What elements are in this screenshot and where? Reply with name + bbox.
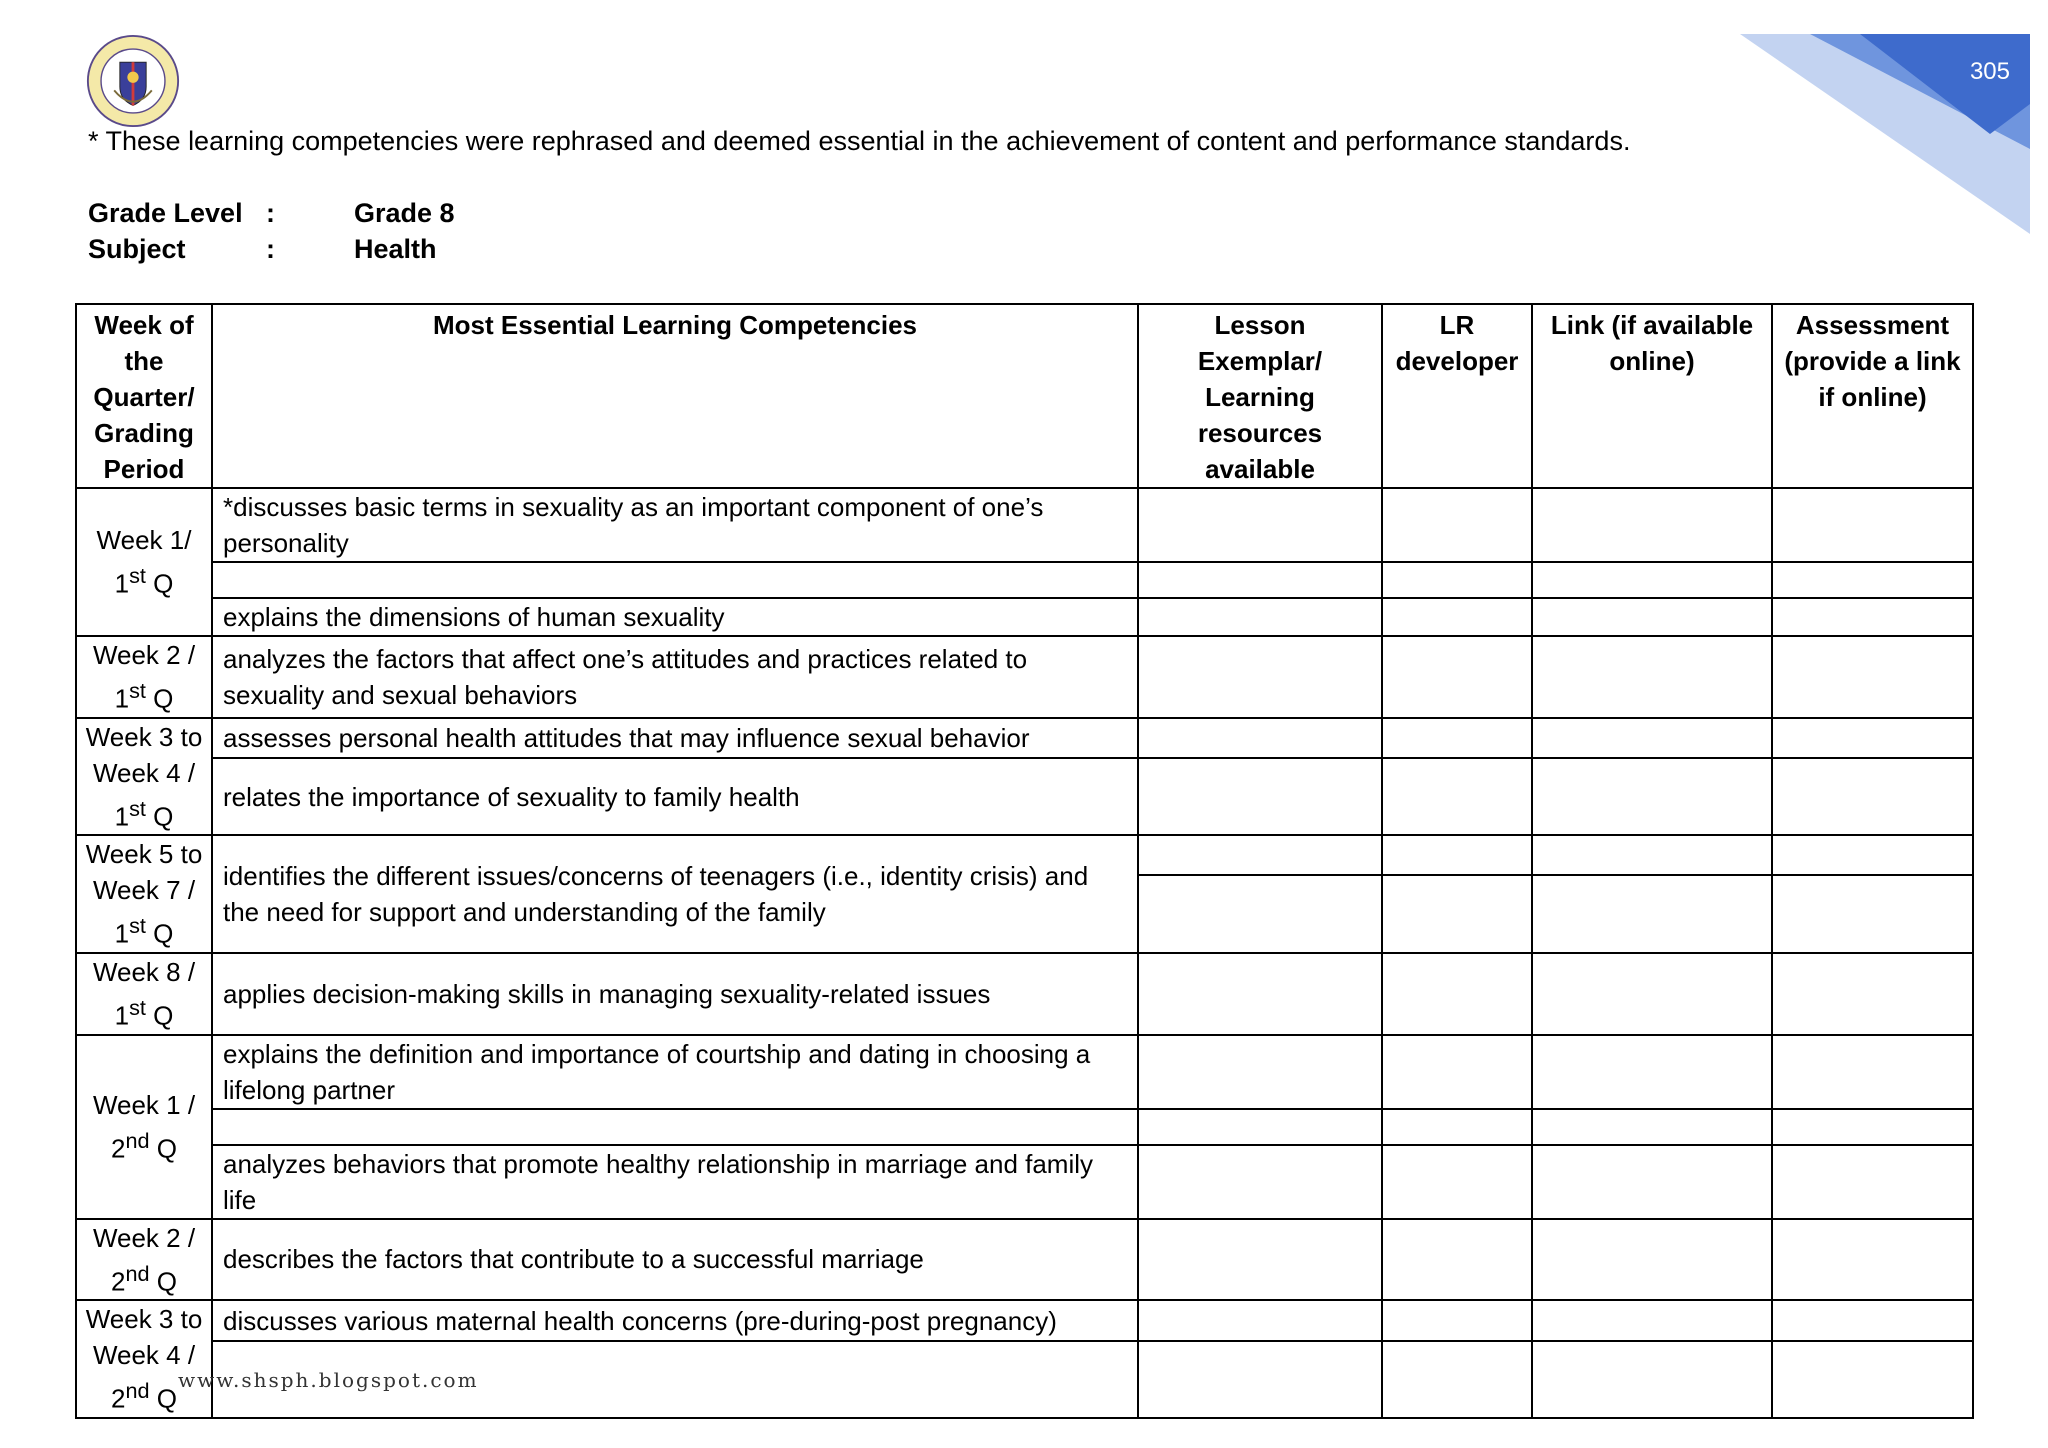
link-cell bbox=[1532, 562, 1772, 598]
table-row bbox=[76, 1300, 1973, 1341]
header-competencies: Most Essential Learning Competencies bbox=[212, 304, 1138, 488]
lr-developer-cell bbox=[1382, 1035, 1532, 1109]
lesson-exemplar-cell bbox=[1138, 1300, 1382, 1341]
lr-developer-cell bbox=[1382, 562, 1532, 598]
assessment-cell bbox=[1772, 1035, 1973, 1109]
week-cell: Week 1/ 1st Q bbox=[76, 488, 212, 636]
lr-developer-cell bbox=[1382, 1109, 1532, 1145]
link-cell bbox=[1532, 598, 1772, 636]
assessment-cell bbox=[1772, 835, 1973, 874]
lr-developer-cell bbox=[1382, 1145, 1532, 1219]
lesson-exemplar-cell bbox=[1138, 953, 1382, 1035]
competency-cell: assesses personal health attitudes that may influence sexual behavior bbox=[212, 718, 1138, 759]
link-cell bbox=[1532, 1035, 1772, 1109]
competency-cell bbox=[212, 1109, 1138, 1145]
lr-developer-cell bbox=[1382, 1341, 1532, 1418]
assessment-cell bbox=[1772, 1145, 1973, 1219]
competencies-table bbox=[75, 303, 1974, 1419]
table-row bbox=[76, 488, 1973, 562]
assessment-cell bbox=[1772, 1300, 1973, 1341]
rephrased-note: * These learning competencies were rephrased and deemed essential in the achievement of content and performance standards. bbox=[88, 126, 1631, 156]
week-cell: Week 8 / 1st Q bbox=[76, 953, 212, 1035]
lesson-exemplar-cell bbox=[1138, 1109, 1382, 1145]
table-row bbox=[76, 758, 1973, 835]
link-cell bbox=[1532, 1341, 1772, 1418]
lesson-exemplar-cell bbox=[1138, 488, 1382, 562]
competency-cell: explains the definition and importance of courtship and dating in choosing a lifelong partner bbox=[212, 1035, 1138, 1109]
lesson-exemplar-cell bbox=[1138, 758, 1382, 835]
link-cell bbox=[1532, 953, 1772, 1035]
assessment-cell bbox=[1772, 1219, 1973, 1301]
week-cell: Week 3 to Week 4 / 2nd Q bbox=[76, 1300, 212, 1418]
table-row bbox=[76, 835, 1973, 874]
table-row bbox=[76, 1035, 1973, 1109]
lesson-exemplar-cell bbox=[1138, 562, 1382, 598]
week-cell: Week 2 / 1st Q bbox=[76, 636, 212, 718]
competency-cell: identifies the different issues/concerns of teenagers (i.e., identity crisis) and the need for support and understanding of the family bbox=[212, 835, 1138, 953]
week-cell: Week 5 to Week 7 / 1st Q bbox=[76, 835, 212, 953]
table-row bbox=[76, 953, 1973, 1035]
grade-level-label: Grade Level bbox=[88, 198, 243, 228]
link-cell bbox=[1532, 1219, 1772, 1301]
header-lesson-exemplar: Lesson Exemplar/ Learning resources available bbox=[1138, 304, 1382, 488]
competency-cell: analyzes behaviors that promote healthy relationship in marriage and family life bbox=[212, 1145, 1138, 1219]
footer-url: www.shsph.blogspot.com bbox=[178, 1368, 479, 1392]
grade-level-value: Grade 8 bbox=[354, 198, 455, 228]
link-cell bbox=[1532, 1109, 1772, 1145]
competency-cell: relates the importance of sexuality to family health bbox=[212, 758, 1138, 835]
grade-level-sep: : bbox=[266, 198, 275, 228]
deped-seal-logo bbox=[86, 34, 180, 128]
link-cell bbox=[1532, 636, 1772, 718]
assessment-cell bbox=[1772, 488, 1973, 562]
header-link: Link (if available online) bbox=[1532, 304, 1772, 488]
page-number: 305 bbox=[1969, 58, 2010, 85]
subject-label: Subject bbox=[88, 234, 186, 264]
assessment-cell bbox=[1772, 1341, 1973, 1418]
table-row bbox=[76, 718, 1973, 759]
lesson-exemplar-cell bbox=[1138, 636, 1382, 718]
competency-cell: discusses various maternal health concerns (pre-during-post pregnancy) bbox=[212, 1300, 1138, 1341]
lesson-exemplar-cell bbox=[1138, 1219, 1382, 1301]
link-cell bbox=[1532, 835, 1772, 874]
week-cell: Week 2 / 2nd Q bbox=[76, 1219, 212, 1301]
lr-developer-cell bbox=[1382, 1300, 1532, 1341]
lr-developer-cell bbox=[1382, 1219, 1532, 1301]
link-cell bbox=[1532, 1145, 1772, 1219]
assessment-cell bbox=[1772, 953, 1973, 1035]
link-cell bbox=[1532, 488, 1772, 562]
assessment-cell bbox=[1772, 758, 1973, 835]
lesson-exemplar-cell bbox=[1138, 1035, 1382, 1109]
lr-developer-cell bbox=[1382, 488, 1532, 562]
week-cell: Week 1 / 2nd Q bbox=[76, 1035, 212, 1219]
lr-developer-cell bbox=[1382, 758, 1532, 835]
assessment-cell bbox=[1772, 636, 1973, 718]
subject-sep: : bbox=[266, 234, 275, 264]
link-cell bbox=[1532, 758, 1772, 835]
table-row bbox=[76, 1145, 1973, 1219]
table-row bbox=[76, 562, 1973, 598]
link-cell bbox=[1532, 875, 1772, 953]
lesson-exemplar-cell bbox=[1138, 718, 1382, 759]
header-assessment: Assessment (provide a link if online) bbox=[1772, 304, 1973, 488]
lesson-exemplar-cell bbox=[1138, 835, 1382, 874]
lesson-exemplar-cell bbox=[1138, 1341, 1382, 1418]
subject-value: Health bbox=[354, 234, 437, 264]
header-lr-developer: LR developer bbox=[1382, 304, 1532, 488]
table-header-row bbox=[76, 304, 1973, 488]
lr-developer-cell bbox=[1382, 636, 1532, 718]
table-row bbox=[76, 636, 1973, 718]
assessment-cell bbox=[1772, 562, 1973, 598]
assessment-cell bbox=[1772, 598, 1973, 636]
lr-developer-cell bbox=[1382, 718, 1532, 759]
table-row bbox=[76, 1109, 1973, 1145]
competency-cell: describes the factors that contribute to a successful marriage bbox=[212, 1219, 1138, 1301]
lr-developer-cell bbox=[1382, 835, 1532, 874]
lr-developer-cell bbox=[1382, 953, 1532, 1035]
competency-cell: analyzes the factors that affect one’s attitudes and practices related to sexuality and sexual behaviors bbox=[212, 636, 1138, 718]
link-cell bbox=[1532, 718, 1772, 759]
lesson-exemplar-cell bbox=[1138, 598, 1382, 636]
table-row bbox=[76, 1219, 1973, 1301]
lr-developer-cell bbox=[1382, 598, 1532, 636]
table-row bbox=[76, 598, 1973, 636]
header-week: Week of the Quarter/ Grading Period bbox=[76, 304, 212, 488]
assessment-cell bbox=[1772, 1109, 1973, 1145]
assessment-cell bbox=[1772, 718, 1973, 759]
competency-cell: explains the dimensions of human sexuality bbox=[212, 598, 1138, 636]
lesson-exemplar-cell bbox=[1138, 1145, 1382, 1219]
competency-cell bbox=[212, 562, 1138, 598]
lr-developer-cell bbox=[1382, 875, 1532, 953]
competency-cell: *discusses basic terms in sexuality as an important component of one’s personality bbox=[212, 488, 1138, 562]
link-cell bbox=[1532, 1300, 1772, 1341]
competency-cell: applies decision-making skills in managing sexuality-related issues bbox=[212, 953, 1138, 1035]
assessment-cell bbox=[1772, 875, 1973, 953]
lesson-exemplar-cell bbox=[1138, 875, 1382, 953]
week-cell: Week 3 to Week 4 / 1st Q bbox=[76, 718, 212, 836]
